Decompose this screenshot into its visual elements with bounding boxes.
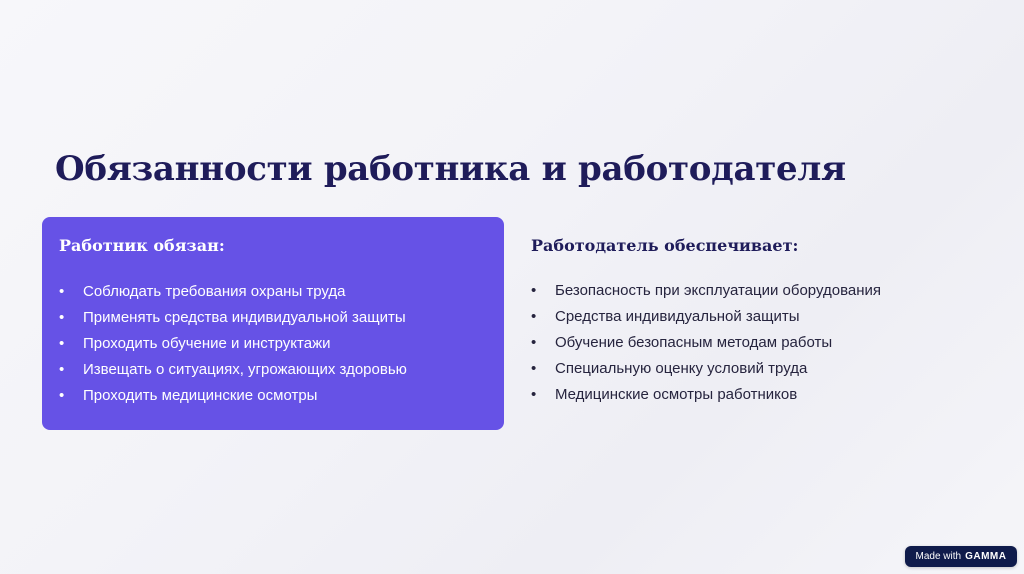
made-with-gamma-badge[interactable]: [905, 546, 1017, 567]
bullet-icon: •: [531, 360, 537, 377]
list-item-text: Средства индивидуальной защиты: [555, 308, 800, 325]
list-item-text: Медицинские осмотры работников: [555, 386, 798, 403]
employee-list: [59, 279, 407, 409]
list-item: [59, 331, 407, 357]
list-item: [531, 304, 881, 330]
list-item-text: Применять средства индивидуальной защиты: [83, 309, 406, 326]
list-item-text: Проходить медицинские осмотры: [83, 387, 318, 404]
bullet-icon: •: [59, 387, 65, 404]
bullet-icon: •: [59, 309, 65, 326]
employer-heading: Работодатель обеспечивает:: [531, 236, 799, 255]
bullet-icon: •: [59, 335, 65, 352]
list-item: [531, 278, 881, 304]
list-item-text: Извещать о ситуациях, угрожающих здоровью: [83, 361, 407, 378]
bullet-icon: •: [531, 386, 537, 403]
list-item: [59, 279, 407, 305]
bullet-icon: •: [531, 308, 537, 325]
bullet-icon: •: [59, 361, 65, 378]
employer-column: [531, 234, 991, 434]
list-item-text: Проходить обучение и инструктажи: [83, 335, 331, 352]
employee-heading: Работник обязан:: [59, 236, 225, 255]
list-item: [59, 357, 407, 383]
list-item: [531, 382, 881, 408]
bullet-icon: •: [531, 334, 537, 351]
list-item-text: Безопасность при эксплуатации оборудования: [555, 282, 882, 299]
list-item: [59, 305, 407, 331]
list-item: [531, 356, 881, 382]
list-item: [531, 330, 881, 356]
employee-card: [42, 217, 504, 430]
bullet-icon: •: [531, 282, 537, 299]
employer-list: [531, 278, 881, 408]
slide-title: Обязанности работника и работодателя: [55, 149, 846, 189]
gamma-logo: GAMMA: [965, 551, 1007, 562]
bullet-icon: •: [59, 283, 65, 300]
list-item-text: Соблюдать требования охраны труда: [83, 283, 346, 300]
list-item-text: Обучение безопасным методам работы: [555, 334, 833, 351]
badge-prefix: Made with: [915, 551, 962, 562]
list-item-text: Специальную оценку условий труда: [555, 360, 808, 377]
list-item: [59, 383, 407, 409]
